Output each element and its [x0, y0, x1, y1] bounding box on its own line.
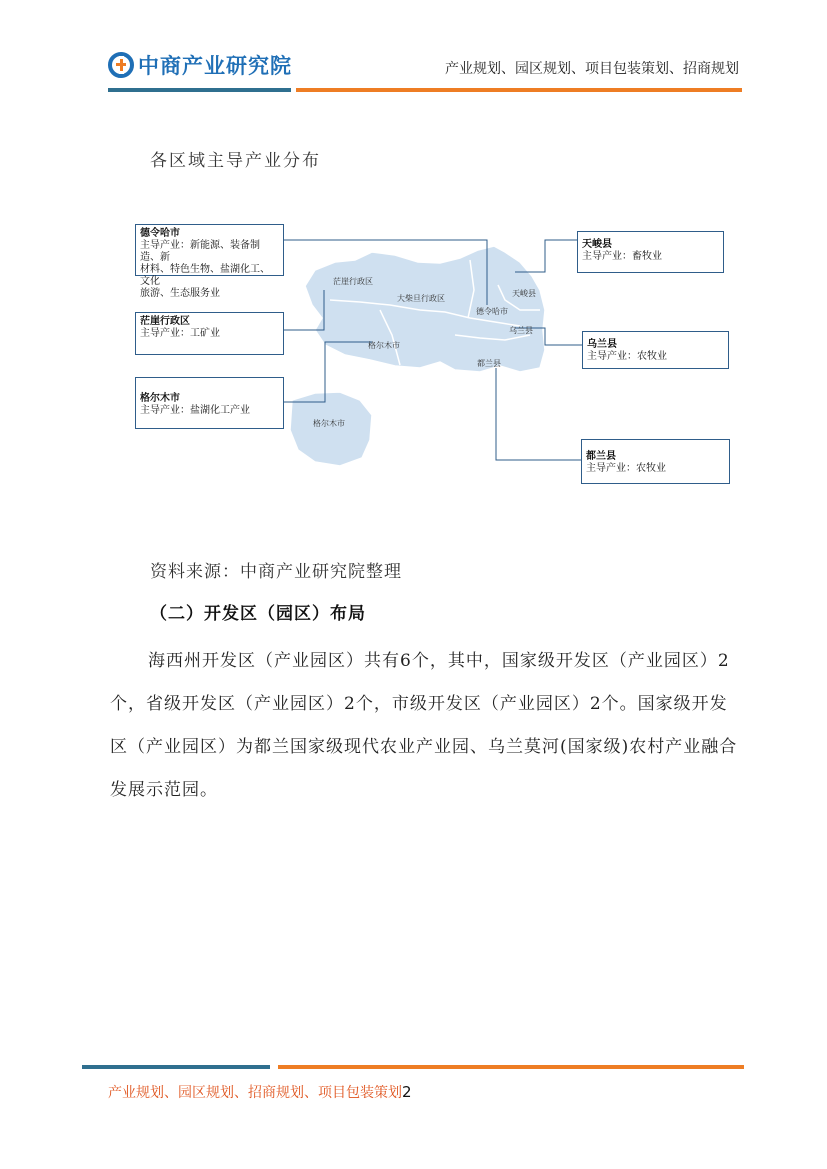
map-label: 德令哈市 — [476, 307, 508, 316]
figure-source: 资料来源：中商产业研究院整理 — [150, 562, 402, 582]
callout-title: 格尔木市 — [140, 393, 180, 404]
footer-rule-blue — [82, 1065, 270, 1069]
callout-line: 主导产业：农牧业 — [587, 351, 667, 362]
callout-line: 主导产业：畜牧业 — [582, 251, 662, 262]
page-number: 2 — [402, 1083, 412, 1101]
callout-box-tianjun — [577, 231, 724, 273]
footer-rule-orange — [278, 1065, 744, 1069]
footer-tagline: 产业规划、园区规划、招商规划、项目包装策划 — [108, 1085, 402, 1101]
callout-box-dulan — [581, 439, 730, 484]
callout-line: 主导产业：农牧业 — [586, 463, 666, 474]
callout-title: 德令哈市 — [140, 228, 180, 239]
figure-caption: 各区域主导产业分布 — [150, 151, 321, 171]
map-label: 格尔木市 — [313, 419, 345, 428]
callout-title: 茫崖行政区 — [140, 316, 190, 327]
map-label: 天峻县 — [512, 289, 536, 298]
callout-box-wulan — [582, 331, 729, 369]
callout-title: 都兰县 — [586, 451, 616, 462]
callout-box-mangya — [135, 312, 284, 355]
header-tagline: 产业规划、园区规划、项目包装策划、招商规划 — [445, 61, 739, 77]
callout-line: 主导产业：新能源、装备制造、新 — [140, 240, 260, 263]
section-heading: （二）开发区（园区）布局 — [150, 604, 366, 624]
callout-line: 主导产业：工矿业 — [140, 328, 220, 339]
callout-box-golmud — [135, 377, 284, 429]
callout-line: 主导产业：盐湖化工产业 — [140, 405, 250, 416]
body-paragraph: 海西州开发区（产业园区）共有6个，其中，国家级开发区（产业园区）2个，省级开发区（产业园区）2个，市级开发区（产业园区）2个。国家级开发区（产业园区）为都兰国家级现代农业产业园、乌兰莫河(国家级)农村产业融合发展示范园。 — [110, 651, 738, 800]
map-region-main — [305, 246, 545, 372]
callout-title: 乌兰县 — [587, 339, 617, 350]
map-label: 大柴旦行政区 — [397, 294, 445, 303]
callout-line: 材料、特色生物、盐湖化工、文化 — [140, 264, 270, 287]
callout-box-delingha — [135, 224, 284, 299]
callout-line: 旅游、生态服务业 — [140, 288, 220, 299]
industry-map-figure — [0, 0, 827, 500]
logo-text: 中商产业研究院 — [138, 54, 292, 78]
map-label: 茫崖行政区 — [333, 277, 373, 286]
footer — [108, 1082, 412, 1102]
callout-title: 天峻县 — [582, 239, 612, 250]
map-region-south — [290, 392, 372, 466]
leader-line-dulan — [496, 368, 582, 460]
map-label: 乌兰县 — [509, 326, 533, 335]
map-label: 都兰县 — [477, 359, 501, 368]
map-label: 格尔木市 — [368, 341, 400, 350]
